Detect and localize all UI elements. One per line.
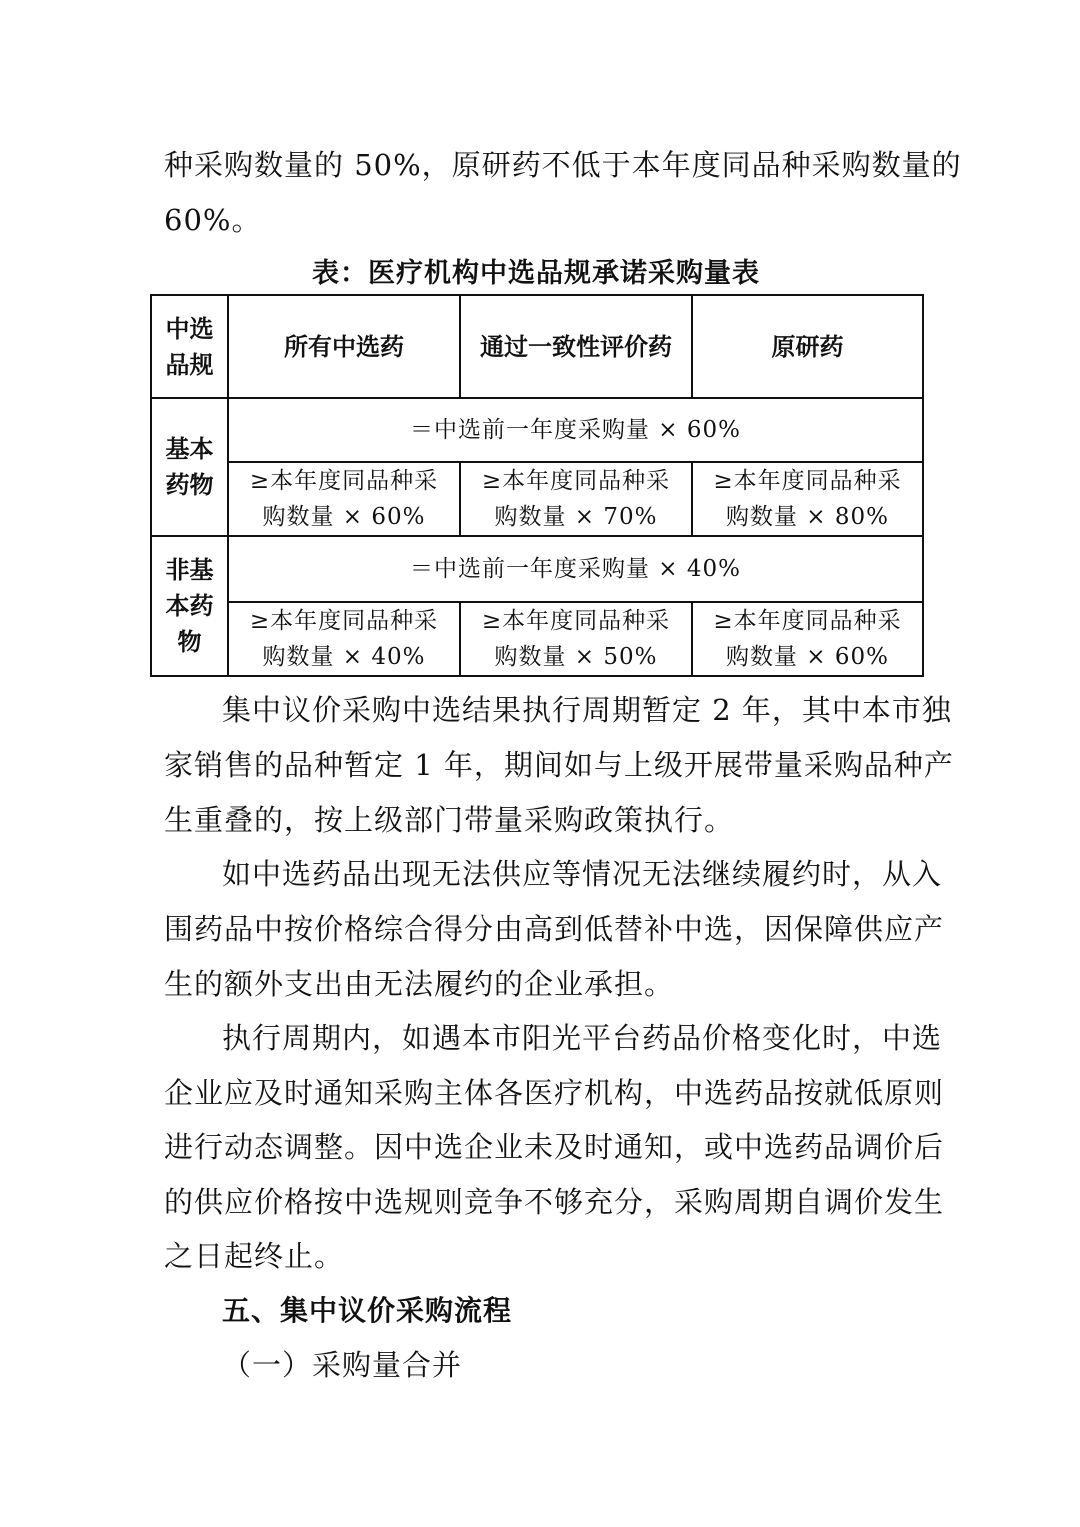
- all-drugs-formula: ＝中选前一年度采购量 × 40%: [228, 536, 923, 602]
- row-label-line: 药物: [165, 471, 214, 499]
- table-cell: [460, 462, 692, 536]
- paragraph-line: 进行动态调整。因中选企业未及时通知，或中选药品调价后: [164, 1130, 945, 1164]
- cell-line: ≥本年度同品种采: [713, 608, 902, 634]
- paragraph-line: 如中选药品出现无法供应等情况无法继续履约时，从入: [222, 857, 943, 891]
- paragraph-line: 执行周期内，如遇本市阳光平台药品价格变化时，中选: [222, 1021, 943, 1055]
- table-cell: [692, 602, 923, 676]
- table-cell: [692, 462, 923, 536]
- paragraph-line: 之日起终止。: [164, 1239, 345, 1273]
- cell-line: 购数量 × 80%: [725, 504, 889, 530]
- section-heading: 五、集中议价采购流程: [222, 1294, 513, 1327]
- header-all-selected: 所有中选药: [228, 295, 460, 398]
- paragraph-line: 集中议价采购中选结果执行周期暂定 2 年，其中本市独: [222, 693, 952, 727]
- cell-line: ≥本年度同品种采: [249, 468, 439, 494]
- table-cell: [228, 462, 460, 536]
- table-corner-cell: [151, 295, 228, 398]
- paragraph-line: 生重叠的，按上级部门带量采购政策执行。: [164, 803, 735, 837]
- paragraph-line: 生的额外支出由无法履约的企业承担。: [164, 967, 675, 1001]
- header-consistency-evaluated: 通过一致性评价药: [460, 295, 692, 398]
- table-row: [151, 536, 923, 602]
- header-originator: 原研药: [692, 295, 923, 398]
- table-cell: [460, 602, 692, 676]
- cell-line: ≥本年度同品种采: [481, 608, 671, 634]
- paragraph-line: 围药品中按价格综合得分由高到低替补中选，因保障供应产: [164, 912, 945, 946]
- table-row: [151, 462, 923, 536]
- cell-line: ≥本年度同品种采: [481, 468, 671, 494]
- cell-line: 购数量 × 50%: [494, 644, 658, 670]
- cell-line: 购数量 × 70%: [494, 504, 658, 530]
- paragraph-line: 种采购数量的 50%，原研药不低于本年度同品种采购数量的: [164, 148, 962, 182]
- table-header-row: [151, 295, 923, 398]
- corner-label-line: 中选: [165, 314, 214, 343]
- paragraph-line: 60%。: [164, 203, 262, 237]
- cell-line: ≥本年度同品种采: [713, 468, 902, 494]
- row-label-line: 非基: [165, 556, 214, 584]
- paragraph-line: 企业应及时通知采购主体各医疗机构，中选药品按就低原则: [164, 1076, 945, 1110]
- cell-line: 购数量 × 60%: [725, 644, 889, 670]
- row-label-line: 物: [177, 628, 202, 656]
- paragraph-line: 家销售的品种暂定 1 年，期间如与上级开展带量采购品种产: [164, 748, 954, 782]
- row-label-line: 基本: [165, 435, 214, 463]
- table-row: [151, 602, 923, 676]
- row-label-line: 本药: [165, 592, 214, 620]
- subsection-heading: （一）采购量合并: [222, 1348, 463, 1382]
- cell-line: ≥本年度同品种采: [249, 608, 439, 634]
- all-drugs-formula: ＝中选前一年度采购量 × 60%: [228, 398, 923, 462]
- table-caption: 表：医疗机构中选品规承诺采购量表: [312, 258, 760, 289]
- row-label-non-essential: [151, 536, 228, 676]
- cell-line: 购数量 × 60%: [262, 504, 426, 530]
- purchase-quota-table: [150, 294, 924, 677]
- table-cell: [228, 602, 460, 676]
- cell-line: 购数量 × 40%: [262, 644, 426, 670]
- corner-label-line: 品规: [165, 350, 214, 379]
- row-label-essential: [151, 398, 228, 536]
- paragraph-line: 的供应价格按中选规则竞争不够充分，采购周期自调价发生: [164, 1185, 945, 1219]
- table-row: [151, 398, 923, 462]
